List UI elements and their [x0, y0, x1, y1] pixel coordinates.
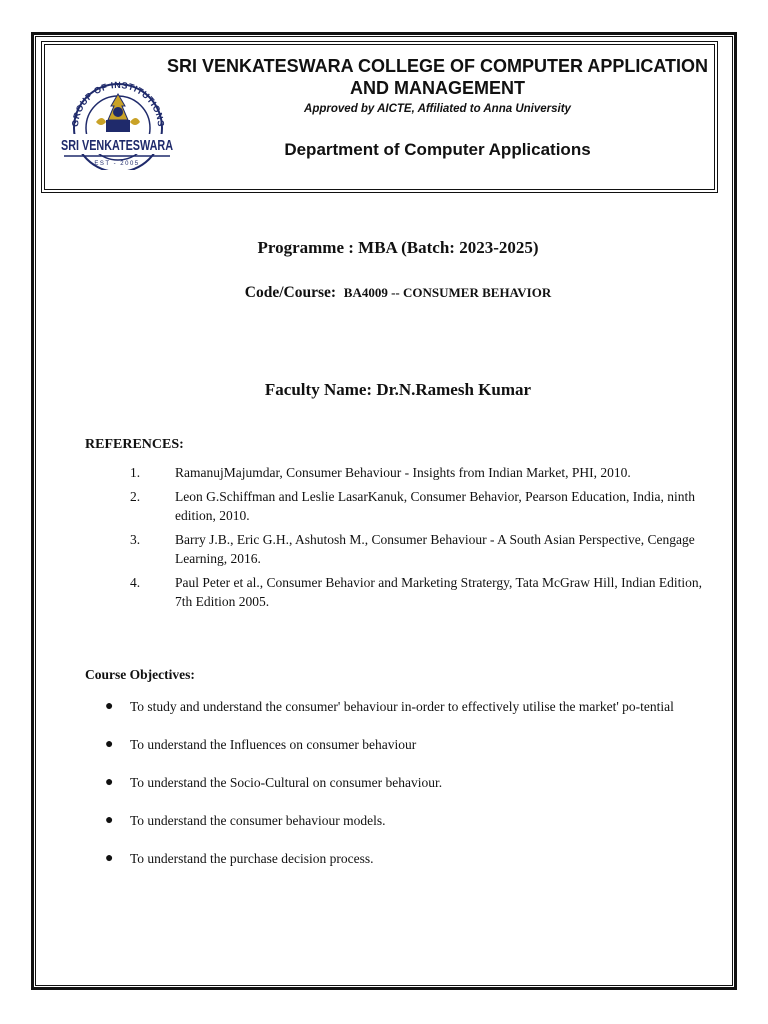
- list-item: [85, 487, 705, 525]
- list-item-text: To study and understand the consumer' behaviour in-order to effectively utilise the market' po-tential: [130, 699, 674, 714]
- list-item: [105, 735, 710, 754]
- bullet-icon: ●: [105, 737, 114, 752]
- list-item: [105, 849, 710, 868]
- approval-text: Approved by AICTE, Affiliated to Anna University: [304, 103, 571, 115]
- references-heading: REFERENCES:: [85, 437, 184, 452]
- references-list: [85, 463, 705, 616]
- logo-est: EST - 2005: [94, 161, 140, 167]
- objectives-list: [105, 697, 710, 887]
- list-item-number: 2.: [130, 489, 141, 504]
- list-item-number: 3.: [130, 532, 141, 547]
- programme-title: Programme : MBA (Batch: 2023-2025): [257, 238, 539, 257]
- college-name: SRI VENKATESWARA COLLEGE OF COMPUTER APPLICATION AND MANAGEMENT: [166, 56, 708, 98]
- bullet-icon: ●: [105, 851, 114, 866]
- bullet-icon: ●: [105, 775, 114, 790]
- course-line: [0, 284, 768, 302]
- list-item-text: To understand the consumer behaviour models.: [130, 813, 386, 828]
- list-item: [105, 697, 710, 716]
- list-item: [105, 773, 710, 792]
- course-code: BA4009 -- CONSUMER BEHAVIOR: [343, 285, 552, 300]
- list-item: [85, 530, 705, 568]
- list-item-text: To understand the purchase decision process.: [130, 851, 374, 866]
- list-item-text: Barry J.B., Eric G.H., Ashutosh M., Consumer Behaviour - A South Asian Perspective, Cengage Learning, 2016.: [175, 532, 695, 566]
- course-label: Code/Course:: [244, 284, 337, 301]
- logo-ring-text: GROUP OF INSTITUTIONS: [69, 79, 167, 128]
- list-item-text: RamanujMajumdar, Consumer Behaviour - Insights from Indian Market, PHI, 2010.: [175, 465, 631, 480]
- list-item-text: Leon G.Schiffman and Leslie LasarKanuk, Consumer Behavior, Pearson Education, India, ninth edition, 2010.: [175, 489, 695, 523]
- list-item-number: 1.: [130, 465, 141, 480]
- bullet-icon: ●: [105, 813, 114, 828]
- list-item: [85, 463, 705, 482]
- faculty-name: Faculty Name: Dr.N.Ramesh Kumar: [264, 380, 532, 399]
- list-item-text: To understand the Socio-Cultural on consumer behaviour.: [130, 775, 443, 790]
- list-item: [85, 573, 705, 611]
- department-name: Department of Computer Applications: [284, 140, 591, 159]
- list-item: [105, 811, 710, 830]
- bullet-icon: ●: [105, 699, 114, 714]
- objectives-heading: Course Objectives:: [85, 667, 195, 682]
- list-item-number: 4.: [130, 575, 141, 590]
- list-item-text: To understand the Influences on consumer behaviour: [130, 737, 417, 752]
- list-item-text: Paul Peter et al., Consumer Behavior and Marketing Stratergy, Tata McGraw Hill, Indian Edition, 7th Edition 2005.: [175, 575, 703, 609]
- logo-name: SRI VENKATESWARA: [61, 137, 174, 154]
